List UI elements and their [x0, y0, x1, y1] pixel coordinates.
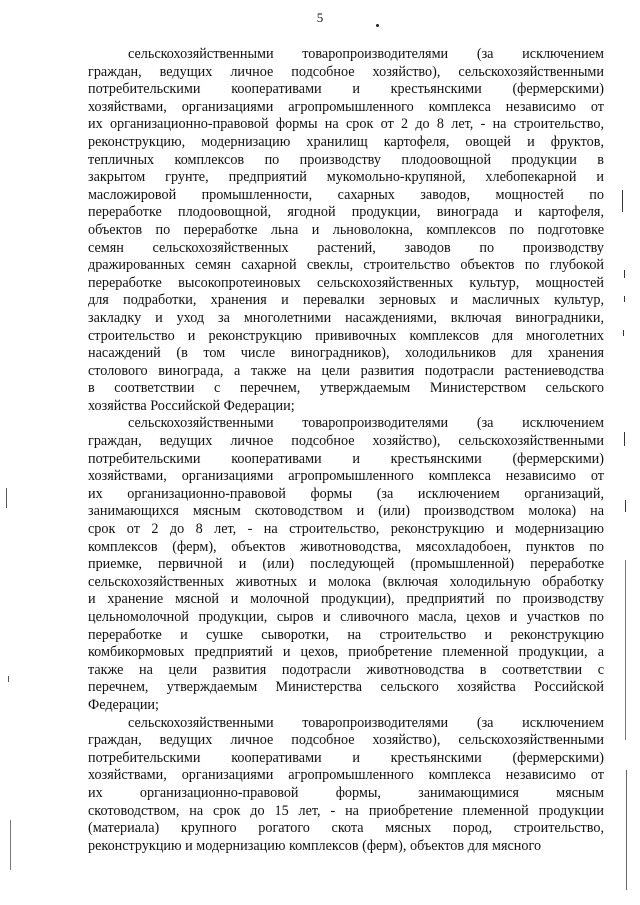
scan-artifact-mark: [625, 500, 626, 512]
text-line: насаждений (в том числе виноградников), холодильников для хранения: [88, 345, 604, 362]
scan-artifact-mark: [624, 270, 625, 278]
text-line: в соответствии с перечнем, утверждаемым Министерством сельского: [88, 380, 604, 397]
text-line: хозяйствами, организациями агропромышленного комплекса независимо от: [88, 767, 604, 784]
text-line: потребительскими кооперативами и крестьянскими (фермерскими): [88, 749, 604, 766]
text-line: переработке плодоовощной, ягодной продукции, винограда и картофеля,: [88, 204, 604, 221]
text-line: реконструкцию, модернизацию хранилищ картофеля, овощей и фруктов,: [88, 133, 604, 150]
text-line: граждан, ведущих личное подсобное хозяйство), сельскохозяйственными: [88, 732, 604, 749]
text-line: переработке и сушке сыворотки, на строительство и реконструкцию: [88, 626, 604, 643]
text-line: сельскохозяйственными товаропроизводителями (за исключением: [128, 415, 604, 432]
paragraph-2: [88, 415, 604, 714]
text-line: дражированных семян сахарной свеклы, строительство объектов по глубокой: [88, 257, 604, 274]
text-line: потребительскими кооперативами и крестьянскими (фермерскими): [88, 81, 604, 98]
text-line: также на цели развития подотрасли животноводства в соответствии с: [88, 661, 604, 678]
text-line: тепличных комплексов по производству плодоовощной продукции в: [88, 151, 604, 168]
text-line: и хранение мясной и молочной продукции), предприятий по производству: [88, 591, 604, 608]
text-line: объектов по переработке льна и льноволокна, комплексов по подготовке: [88, 221, 604, 238]
scan-artifact-mark: [6, 488, 7, 508]
text-line: переработке высокопротеиновых сельскохозяйственных культур, мощностей: [88, 274, 604, 291]
scan-artifact-mark: [624, 432, 625, 446]
scan-artifact-mark: [625, 560, 626, 740]
text-line: приемке, первичной и (или) последующей (промышленной) переработке: [88, 556, 604, 573]
text-line: сельскохозяйственными товаропроизводителями (за исключением: [128, 714, 604, 731]
text-line: закрытом грунте, предприятий мукомольно-крупяной, хлебопекарной и: [88, 169, 604, 186]
text-line: их организационно-правовой формы на срок от 2 до 8 лет, - на строительство,: [88, 116, 604, 133]
text-line: комплексов (ферм), объектов животноводства, мясохладобоен, пунктов по: [88, 538, 604, 555]
scan-artifact-mark: [624, 296, 625, 302]
page-number: 5: [316, 10, 324, 25]
text-line: их организационно-правовой формы (за исключением организаций,: [88, 485, 604, 502]
text-line: занимающихся мясным скотоводством и (или) производством молока) на: [88, 503, 604, 520]
paragraph-3: [88, 715, 604, 856]
text-line: (материала) крупного рогатого скота мясных пород, строительство,: [88, 820, 604, 837]
text-line: Федерации;: [88, 696, 159, 713]
text-line: строительство и реконструкцию прививочных комплексов для многолетних: [88, 327, 604, 344]
text-line: перечнем, утверждаемым Министерства сельского хозяйства Российской: [88, 679, 604, 696]
text-line: хозяйствами, организациями агропромышленного комплекса независимо от: [88, 468, 604, 485]
text-line: срок от 2 до 8 лет, - на строительство, реконструкцию и модернизацию: [88, 521, 604, 538]
scan-artifact-mark: [622, 190, 623, 212]
text-line: их организационно-правовой формы, занимающимися мясным: [88, 784, 604, 801]
text-line: закладку и уход за многолетними насаждениями, включая виноградники,: [88, 309, 604, 326]
text-line: масложировой промышленности, сахарных заводов, мощностей по: [88, 186, 604, 203]
scan-artifact-mark: [623, 330, 624, 336]
paragraph-1: [88, 46, 604, 415]
document-body: [88, 46, 604, 855]
text-line: сельскохозяйственными товаропроизводителями (за исключением: [128, 46, 604, 62]
scan-artifact-dot: [376, 24, 379, 27]
text-line: потребительскими кооперативами и крестьянскими (фермерскими): [88, 450, 604, 467]
text-line: сельскохозяйственных животных и молока (включая холодильную обработку: [88, 573, 604, 590]
text-line: для подработки, хранения и перевалки зерновых и масличных культур,: [88, 292, 604, 309]
text-line: столового винограда, а также на цели развития подотрасли растениеводства: [88, 362, 604, 379]
text-line: граждан, ведущих личное подсобное хозяйство), сельскохозяйственными: [88, 433, 604, 450]
text-line: цельномолочной продукции, сыров и сливочного масла, цехов и участков по: [88, 609, 604, 625]
text-line: реконструкцию и модернизацию комплексов (ферм), объектов для мясного: [88, 837, 542, 854]
text-line: комбикормовых предприятий и цехов, приобретение племенной продукции, а: [88, 644, 604, 661]
text-line: семян сельскохозяйственных растений, заводов по производству: [88, 239, 604, 256]
text-line: хозяйства Российской Федерации;: [88, 397, 295, 414]
scan-artifact-mark: [8, 676, 9, 682]
scan-artifact-mark: [10, 820, 11, 870]
text-line: граждан, ведущих личное подсобное хозяйство), сельскохозяйственными: [88, 63, 604, 80]
text-line: хозяйствами, организациями агропромышленного комплекса независимо от: [88, 98, 604, 115]
scan-artifact-mark: [626, 770, 627, 890]
text-line: скотоводством, на срок до 15 лет, - на приобретение племенной продукции: [88, 802, 604, 819]
